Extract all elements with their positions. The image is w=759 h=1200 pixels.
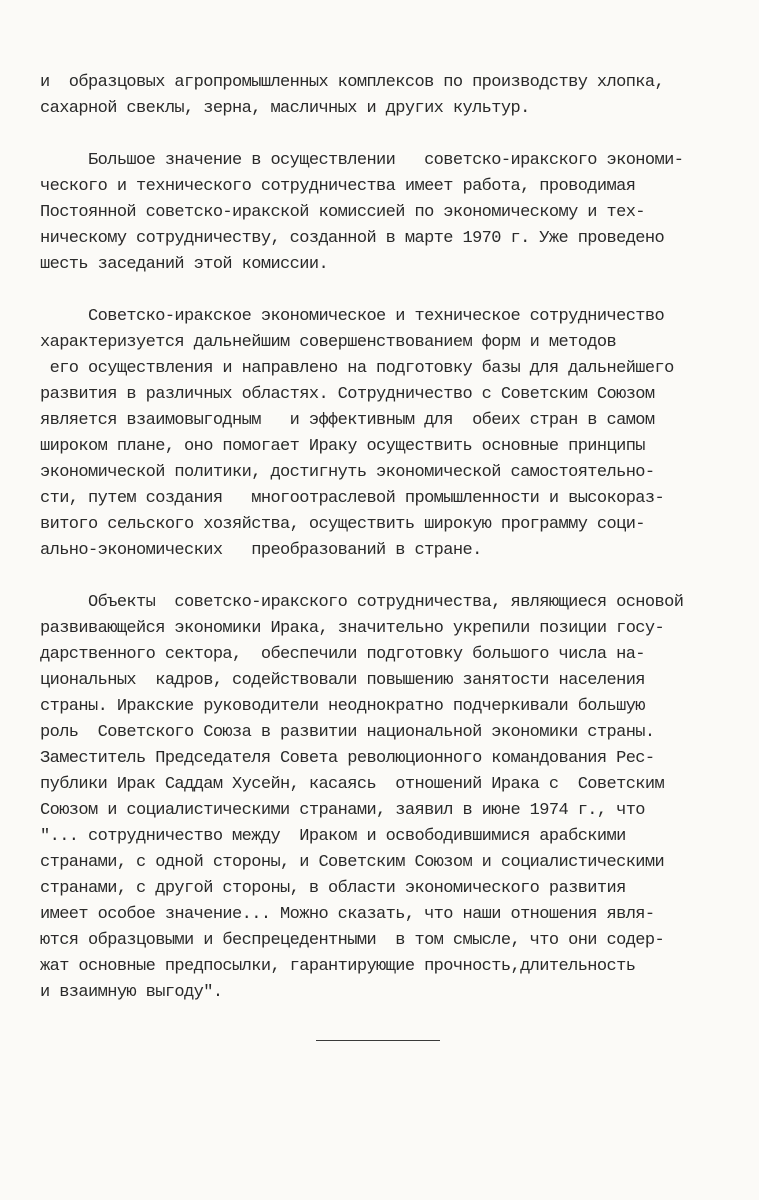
text-line: его осуществления и направлено на подготовку базы для дальнейшего — [40, 359, 674, 378]
text-line: Союзом и социалистическими странами, заявил в июне 1974 г., что — [40, 801, 645, 820]
text-line: и взаимную выгоду". — [40, 983, 223, 1002]
text-line: ются образцовыми и беспрецедентными в том смысле, что они содер- — [40, 931, 665, 950]
text-line: странами, с одной стороны, и Советским Союзом и социалистическими — [40, 853, 665, 872]
text-line: роль Советского Союза в развитии национальной экономики страны. — [40, 723, 655, 742]
text-line: развития в различных областях. Сотрудничество с Советским Союзом — [40, 385, 655, 404]
text-line: Заместитель Председателя Совета революционного командования Рес- — [40, 749, 655, 768]
text-line: страны. Иракские руководители неоднократно подчеркивали большую — [40, 697, 645, 716]
paragraph-1 — [40, 70, 741, 122]
paragraph-2 — [40, 148, 741, 278]
text-line: Советско-иракское экономическое и техническое сотрудничество — [40, 307, 665, 326]
text-line: и образцовых агропромышленных комплексов по производству хлопка, — [40, 73, 665, 92]
text-line: дарственного сектора, обеспечили подготовку большого числа на- — [40, 645, 645, 664]
paragraph-gap — [40, 122, 741, 148]
text-line: характеризуется дальнейшим совершенствованием форм и методов — [40, 333, 617, 352]
text-line: Большое значение в осуществлении советско-иракского экономи- — [40, 151, 684, 170]
text-line: публики Ирак Саддам Хусейн, касаясь отношений Ирака с Советским — [40, 775, 665, 794]
text-line: является взаимовыгодным и эффективным для обеих стран в самом — [40, 411, 655, 430]
text-line: "... сотрудничество между Ираком и освободившимися арабскими — [40, 827, 626, 846]
paragraph-gap — [40, 564, 741, 590]
text-line: Постоянной советско-иракской комиссией по экономическому и тех- — [40, 203, 645, 222]
text-line: широком плане, оно помогает Ираку осуществить основные принципы — [40, 437, 645, 456]
text-line: ческого и технического сотрудничества имеет работа, проводимая — [40, 177, 636, 196]
text-line: странами, с другой стороны, в области экономического развития — [40, 879, 626, 898]
text-line: Объекты советско-иракского сотрудничества, являющиеся основой — [40, 593, 684, 612]
text-line: ально-экономических преобразований в стране. — [40, 541, 482, 560]
text-line: жат основные предпосылки, гарантирующие прочность,длительность — [40, 957, 636, 976]
paragraph-4 — [40, 590, 741, 1006]
text-line: шесть заседаний этой комиссии. — [40, 255, 329, 274]
paragraph-gap — [40, 278, 741, 304]
text-line: сти, путем создания многоотраслевой промышленности и высокораз- — [40, 489, 665, 508]
text-line: циональных кадров, содействовали повышению занятости населения — [40, 671, 645, 690]
end-divider-line — [316, 1040, 440, 1041]
paragraph-3 — [40, 304, 741, 564]
text-line: имеет особое значение... Можно сказать, что наши отношения явля- — [40, 905, 655, 924]
text-line: сахарной свеклы, зерна, масличных и других культур. — [40, 99, 530, 118]
text-line: витого сельского хозяйства, осуществить широкую программу соци- — [40, 515, 645, 534]
text-line: развивающейся экономики Ирака, значительно укрепили позиции госу- — [40, 619, 665, 638]
text-line: ническому сотрудничеству, созданной в марте 1970 г. Уже проведено — [40, 229, 665, 248]
text-line: экономической политики, достигнуть экономической самостоятельно- — [40, 463, 655, 482]
